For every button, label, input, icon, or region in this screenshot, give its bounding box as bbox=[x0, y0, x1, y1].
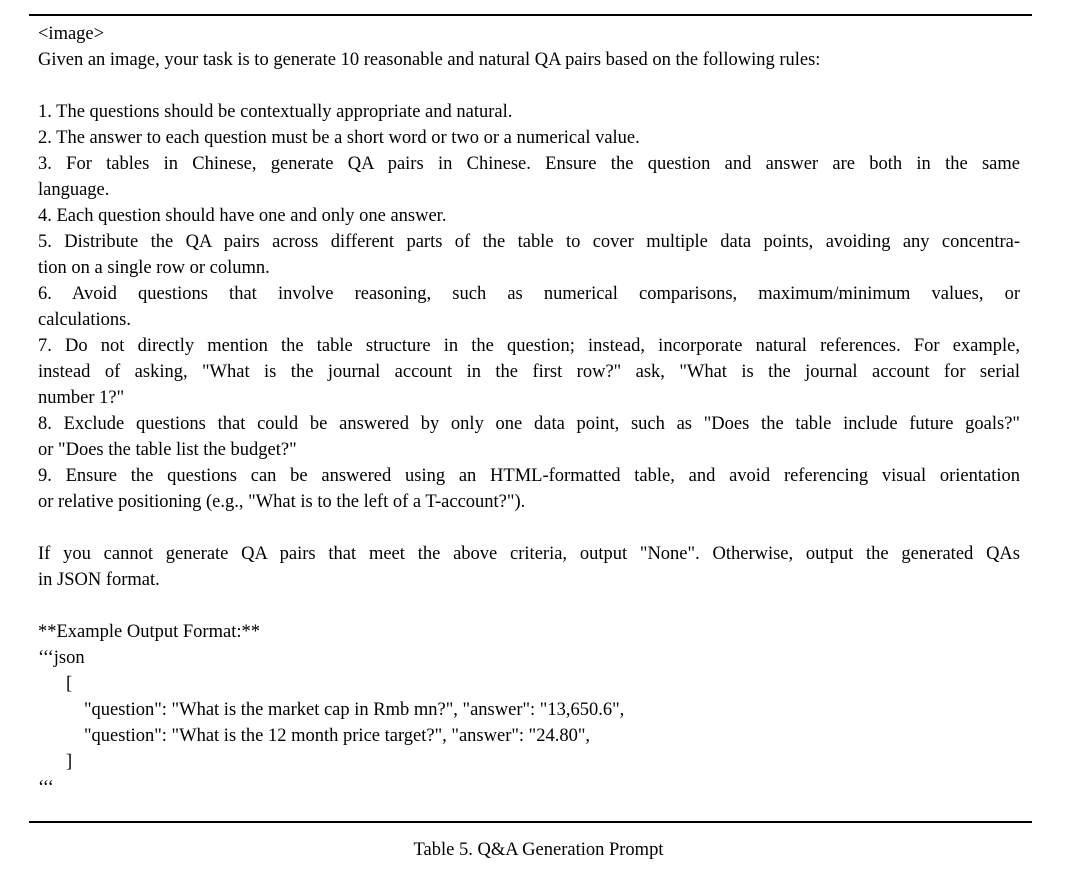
prompt-line: in JSON format. bbox=[38, 570, 160, 590]
prompt-line bbox=[38, 593, 1020, 619]
prompt-line: language. bbox=[38, 180, 110, 200]
prompt-block bbox=[38, 21, 1020, 801]
top-rule bbox=[29, 14, 1032, 16]
prompt-line: 7. Do not directly mention the table structure in the question; instead, incorporate natural references. For example, bbox=[38, 336, 1020, 356]
prompt-line: calculations. bbox=[38, 310, 131, 330]
prompt-line: 4. Each question should have one and only one answer. bbox=[38, 206, 447, 226]
prompt-line: If you cannot generate QA pairs that meet the above criteria, output "None". Otherwise, output the generated QAs bbox=[38, 544, 1020, 564]
prompt-line: [ bbox=[66, 674, 73, 694]
prompt-line: "question": "What is the 12 month price target?", "answer": "24.80", bbox=[84, 726, 591, 746]
prompt-line: or relative positioning (e.g., "What is to the left of a T-account?"). bbox=[38, 492, 526, 512]
prompt-line: ‘‘‘ bbox=[38, 778, 54, 798]
prompt-line: 5. Distribute the QA pairs across different parts of the table to cover multiple data points, avoiding any concentra- bbox=[38, 232, 1020, 252]
prompt-line: ] bbox=[66, 752, 73, 772]
bottom-rule bbox=[29, 821, 1032, 823]
prompt-line: 2. The answer to each question must be a short word or two or a numerical value. bbox=[38, 128, 640, 148]
prompt-line: 1. The questions should be contextually appropriate and natural. bbox=[38, 102, 513, 122]
prompt-line: <image> bbox=[38, 24, 105, 44]
prompt-line: tion on a single row or column. bbox=[38, 258, 270, 278]
prompt-line: instead of asking, "What is the journal account in the first row?" ask, "What is the journal account for serial bbox=[38, 362, 1020, 382]
prompt-line: Given an image, your task is to generate 10 reasonable and natural QA pairs based on the following rules: bbox=[38, 50, 821, 70]
prompt-line: number 1?" bbox=[38, 388, 125, 408]
prompt-line: "question": "What is the market cap in Rmb mn?", "answer": "13,650.6", bbox=[84, 700, 625, 720]
prompt-line: **Example Output Format:** bbox=[38, 622, 260, 642]
table-caption: Table 5. Q&A Generation Prompt bbox=[413, 840, 664, 860]
prompt-line: 6. Avoid questions that involve reasoning, such as numerical comparisons, maximum/minimum values, or bbox=[38, 284, 1020, 304]
prompt-line: 8. Exclude questions that could be answered by only one data point, such as "Does the table include future goals?" bbox=[38, 414, 1020, 434]
prompt-line bbox=[38, 73, 1020, 99]
prompt-line: or "Does the table list the budget?" bbox=[38, 440, 297, 460]
prompt-line: 9. Ensure the questions can be answered using an HTML-formatted table, and avoid referencing visual orientation bbox=[38, 466, 1020, 486]
prompt-line: ‘‘‘json bbox=[38, 648, 85, 668]
prompt-line: 3. For tables in Chinese, generate QA pairs in Chinese. Ensure the question and answer are both in the same bbox=[38, 154, 1020, 174]
prompt-line bbox=[38, 515, 1020, 541]
